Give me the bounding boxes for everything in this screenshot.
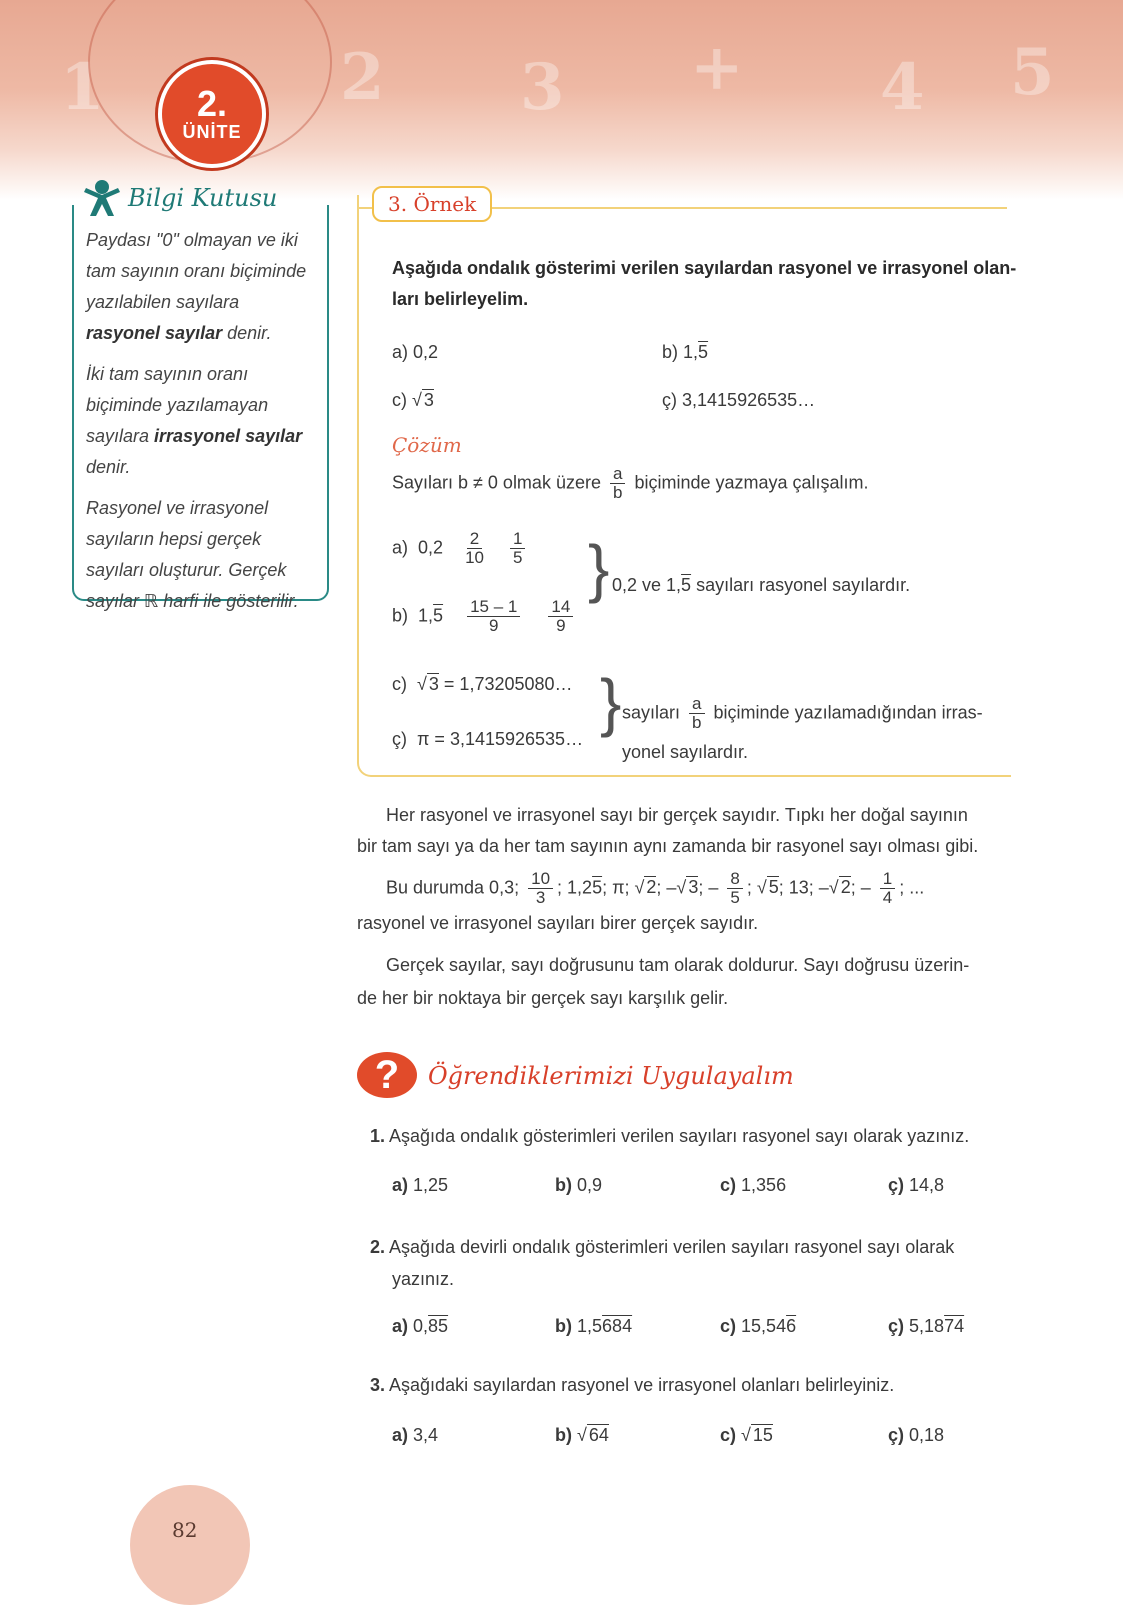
unit-label: ÜNİTE [182,121,242,142]
body-paragraph: Gerçek sayılar, sayı doğrusunu tam olarak doldurur. Sayı doğrusu üzerin- [386,955,970,975]
info-paragraph: Rasyonel ve irrasyonel sayıların hepsi gerçek sayıları oluşturur. Gerçek sayılar ℝ harfi ile gösterilir. [86,498,299,611]
exercise-2-option: c) 15,546 [720,1316,797,1336]
exercise-2: yazınız. [392,1269,455,1289]
solution-row-c: c) √ 3 = 1,73205080… [392,674,573,694]
irrational-conclusion: sayıları $\frac{a}{b}$ biçiminde yazılamadığından irras- [622,694,983,732]
page-number-badge [130,1485,250,1605]
body-paragraph: Her rasyonel ve irrasyonel sayı bir gerçek sayıdır. Tıpkı her doğal sayının [386,805,968,825]
bg-digit: 5 [1010,35,1055,110]
bg-digit: + [690,30,744,105]
body-paragraph: rasyonel ve irrasyonel sayıları birer gerçek sayıdır. [357,913,759,933]
example-option-cc: ç) 3,1415926535… [662,390,816,410]
exercise-1: 1. Aşağıda ondalık gösterimleri verilen sayıları rasyonel sayı olarak yazınız. [370,1126,970,1146]
example-option-c: c) √ 3 [392,390,434,410]
page-number: 82 [172,1518,198,1542]
exercise-1-option: ç) 14,8 [888,1175,945,1195]
info-box-title: Bilgi Kutusu [80,178,277,218]
exercise-3-option: c) √ 15 [720,1425,773,1445]
example-option-b: b) 1,5 [662,342,709,362]
bg-digit: 3 [520,50,565,125]
person-icon [80,178,124,218]
exercise-1-option: c) 1,356 [720,1175,787,1195]
solution-row-b: b) 1,5 $\frac{15 - 1}{9}$ $\frac{14}{9}$ [392,598,577,635]
bg-digit: 4 [880,50,925,125]
exercise-2-option: ç) 5,1874 [888,1316,965,1336]
rational-conclusion: 0,2 ve 1,5 sayıları rasyonel sayılardır. [612,575,911,595]
solution-label: Çözüm [392,433,462,457]
info-paragraph: İki tam sayının oranı biçiminde yazılamayan sayılara irrasyonel sayılar denir. [86,364,303,477]
irrational-conclusion: yonel sayılardır. [622,742,749,762]
exercise-3: 3. Aşağıdaki sayılardan rasyonel ve irrasyonel olanları belirleyiniz. [370,1375,895,1395]
body-paragraph: Bu durumda 0,3; $\frac{10}{3}$ ; 1,25; π; √ 2; –√ 3; – $\frac{8}{5}$ ; √ 5; 13; –√ 2; – $\frac{1}{4}$ ; ... [386,869,925,907]
bg-digit: 1 [60,50,105,125]
exercises-title: Öğrendiklerimizi Uygulayalım [428,1062,794,1090]
solution-intro: Sayıları b ≠ 0 olmak üzere $\frac{a}{b}$ biçiminde yazmaya çalışalım. [392,464,869,502]
solution-row-cc: ç) π = 3,1415926535… [392,729,584,749]
example-question: Aşağıda ondalık gösterimi verilen sayılardan rasyonel ve irrasyonel olan- [392,258,1017,278]
example-option-a: a) 0,2 [392,342,439,362]
exercise-1-option: b) 0,9 [555,1175,603,1195]
exercise-3-option: a) 3,4 [392,1425,439,1445]
solution-row-a: a) 0,2 $\frac{2}{10}$ $\frac{1}{5}$ [392,530,529,567]
brace: } [588,532,610,604]
body-paragraph: de her bir noktaya bir gerçek sayı karşılık gelir. [357,988,729,1008]
example-label: 3. Örnek [372,186,492,222]
exercise-2-option: b) 1,5684 [555,1316,633,1336]
info-box-body [86,225,318,627]
bg-digit: 2 [340,40,385,115]
info-paragraph: Paydası "0" olmayan ve iki tam sayının oranı biçiminde yazılabilen sayılara rasyonel sayılar denir. [86,230,307,343]
exercise-3-option: ç) 0,18 [888,1425,945,1445]
example-question: ları belirleyelim. [392,289,529,309]
body-paragraph: bir tam sayı ya da her tam sayının aynı zamanda bir rasyonel sayı olması gibi. [357,836,979,856]
exercise-3-option: b) √ 64 [555,1425,609,1445]
exercise-2-option: a) 0,85 [392,1316,449,1336]
unit-badge [158,60,266,168]
brace: } [600,666,622,738]
exercise-1-option: a) 1,25 [392,1175,449,1195]
question-icon: ? [357,1052,417,1098]
unit-number: 2. [196,82,228,124]
exercise-2: 2. Aşağıda devirli ondalık gösterimleri verilen sayıları rasyonel sayı olarak [370,1237,955,1257]
